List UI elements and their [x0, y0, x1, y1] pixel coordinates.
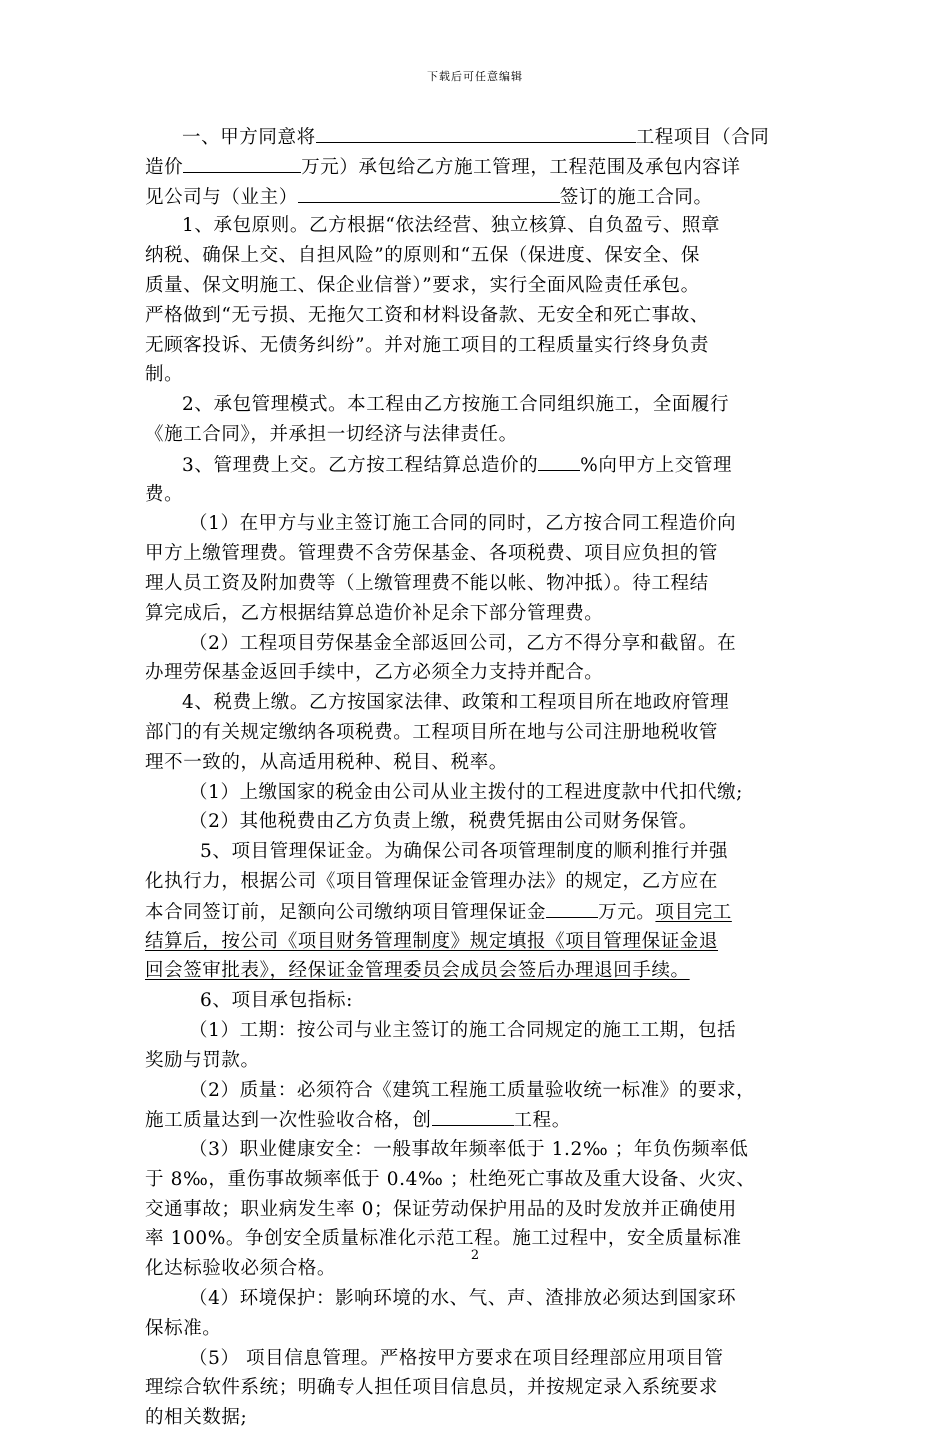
text-line: 理综合软件系统；明确专人担任项目信息员，并按规定录入系统要求: [145, 1377, 719, 1399]
blank-field: [538, 450, 580, 471]
text-line: 奖励与罚款。: [145, 1049, 260, 1071]
text-line: 一、甲方同意将 工程项目（合同: [145, 122, 835, 152]
text-line: （3）职业健康安全：一般事故年频率低于 1.2‰ ；年负伤频率低: [189, 1139, 749, 1161]
text-line: 率 100%。争创安全质量标准化示范工程。施工过程中，安全质量标准: [145, 1228, 742, 1250]
text-line: 《施工合同》，并承担一切经济与法律责任。: [145, 423, 518, 445]
text-line: 制。: [145, 364, 184, 386]
text-line: 施工质量达到一次性验收合格，创 工程。: [145, 1105, 835, 1135]
blank-field: [298, 182, 560, 203]
text-line: 纳税、确保上交、自担风险”的原则和“五保（保进度、保安全、保: [145, 245, 700, 267]
text-line: 保标准。: [145, 1317, 222, 1339]
text-line: 严格做到“无亏损、无拖欠工资和材料设备款、无安全和死亡事故、: [145, 304, 709, 326]
text-line: 3、管理费上交。乙方按工程结算总造价的 %向甲方上交管理: [145, 450, 835, 480]
text-line: 造价 万元）承包给乙方施工管理，工程范围及承包内容详: [145, 152, 835, 182]
text-line: （1）工期：按公司与业主签订的施工合同规定的施工工期，包括: [189, 1019, 737, 1041]
text-line: 于 8‰，重伤事故频率低于 0.4‰ ；杜绝死亡事故及重大设备、火灾、: [145, 1168, 756, 1190]
text-line: 6、项目承包指标:: [200, 990, 353, 1012]
blank-field: [546, 897, 598, 918]
blank-field: [183, 152, 301, 173]
text-line: 质量、保文明施工、保企业信誉）”要求，实行全面风险责任承包。: [145, 274, 700, 296]
text-line: 回会签审批表》，经保证金管理委员会成员会签后办理退回手续。: [145, 960, 690, 982]
blank-field: [432, 1105, 514, 1126]
text-line: （2）其他税费由乙方负责上缴，税费凭据由公司财务保管。: [189, 811, 698, 833]
text-line: （4）环境保护：影响环境的水、气、声、渣排放必须达到国家环: [189, 1288, 737, 1310]
text-line: 理不一致的，从高适用税种、税目、税率。: [145, 751, 508, 773]
blank-field: [316, 122, 636, 143]
text-line: 化达标验收必须合格。: [145, 1258, 337, 1280]
text-line: 部门的有关规定缴纳各项税费。工程项目所在地与公司注册地税收管: [145, 721, 719, 743]
text-line: 无顾客投诉、无债务纠纷”。并对施工项目的工程质量实行终身负责: [145, 334, 709, 356]
text-line: 本合同签订前，足额向公司缴纳项目管理保证金 万元。项目完工: [145, 897, 835, 927]
text-line: （5） 项目信息管理。严格按甲方要求在项目经理部应用项目管: [189, 1347, 724, 1369]
text-line: 5、项目管理保证金。为确保公司各项管理制度的顺利推行并强: [200, 841, 729, 863]
text-line: （1）上缴国家的税金由公司从业主拨付的工程进度款中代扣代缴;: [189, 781, 744, 803]
text-line: （2）工程项目劳保基金全部返回公司，乙方不得分享和截留。在: [189, 632, 737, 654]
text-line: 化执行力，根据公司《项目管理保证金管理办法》的规定，乙方应在: [145, 870, 719, 892]
text-line: 结算后，按公司《项目财务管理制度》规定填报《项目管理保证金退: [145, 930, 719, 952]
text-line: 甲方上缴管理费。管理费不含劳保基金、各项税费、项目应负担的管: [145, 543, 719, 565]
text-line: 费。: [145, 483, 184, 505]
text-line: 见公司与（业主） 签订的施工合同。: [145, 182, 835, 212]
text-line: 办理劳保基金返回手续中，乙方必须全力支持并配合。: [145, 662, 604, 684]
text-line: 算完成后，乙方根据结算总造价补足余下部分管理费。: [145, 602, 604, 624]
text-line: 的相关数据;: [145, 1407, 248, 1429]
text-line: 2、承包管理模式。本工程由乙方按施工合同组织施工，全面履行: [182, 394, 730, 416]
text-line: 交通事故；职业病发生率 0；保证劳动保护用品的及时发放并正确使用: [145, 1198, 737, 1220]
text-line: （1）在甲方与业主签订施工合同的同时，乙方按合同工程造价向: [189, 513, 737, 535]
text-line: 1、承包原则。乙方根据“依法经营、独立核算、自负盈亏、照章: [182, 215, 721, 237]
page-number: 2: [470, 1248, 480, 1263]
text-line: （2）质量：必须符合《建筑工程施工质量验收统一标准》的要求，: [189, 1079, 756, 1101]
text-line: 4、税费上缴。乙方按国家法律、政策和工程项目所在地政府管理: [182, 692, 730, 714]
header-note: 下载后可任意编辑: [427, 70, 523, 83]
text-line: 理人员工资及附加费等（上缴管理费不能以帐、物冲抵）。待工程结: [145, 572, 709, 594]
document-body: [145, 122, 835, 1433]
